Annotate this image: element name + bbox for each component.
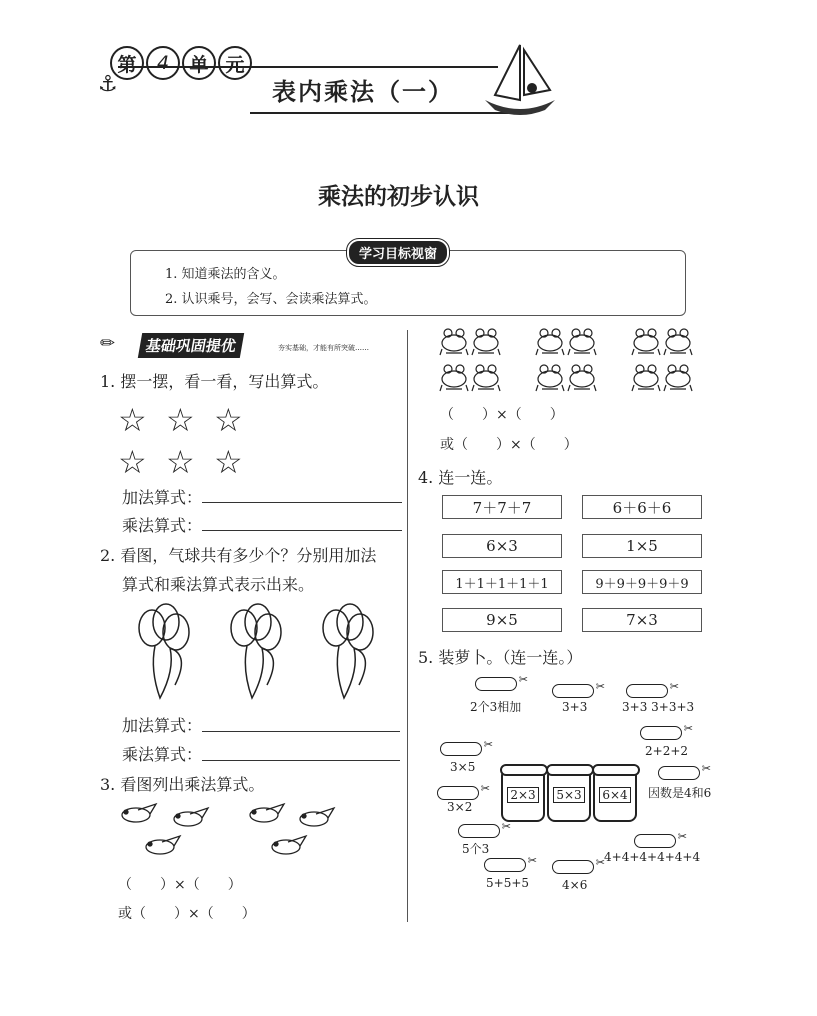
match-box[interactable]: 7＋7＋7: [442, 495, 562, 519]
q1-add-label: 加法算式：: [122, 488, 203, 507]
jar-label: 5×3: [553, 787, 584, 803]
carrot-label: 3+3 3+3+3: [622, 700, 695, 714]
unit-char-3: 单: [182, 46, 216, 80]
star-icon: ☆: [118, 401, 147, 439]
q1-add-answer-line[interactable]: [202, 502, 402, 503]
frog-group-2: [536, 329, 596, 391]
q3-blank-1[interactable]: （ ）×（ ）: [118, 877, 242, 893]
bird-icon: [122, 804, 156, 822]
unit-title: 表内乘法（一）: [272, 78, 454, 106]
carrot-label: 3+3: [562, 700, 588, 714]
header-rule: [118, 66, 498, 68]
jar-label: 6×4: [599, 787, 630, 803]
birds-illustration: [118, 800, 348, 862]
match-box[interactable]: 7×3: [582, 608, 702, 632]
carrot-label: 4+4+4+4+4+4: [604, 850, 701, 864]
carrot-icon[interactable]: [640, 726, 682, 740]
goal-item-2: 2. 认识乘号，会写、会读乘法算式。: [165, 292, 377, 307]
frogs-blank-2[interactable]: 或（ ）×（ ）: [440, 437, 578, 453]
jar[interactable]: [501, 768, 545, 822]
star-icon: ☆: [214, 401, 243, 439]
q2-mul-label: 乘法算式：: [122, 745, 203, 764]
star-icon: ☆: [118, 443, 147, 481]
mascot-icon: ✏: [100, 333, 116, 354]
q2-add-label: 加法算式：: [122, 716, 203, 735]
carrot-icon[interactable]: [634, 834, 676, 848]
bird-icon: [146, 836, 180, 854]
unit-number: 4: [146, 46, 180, 80]
match-box[interactable]: 9＋9＋9＋9＋9: [582, 570, 702, 594]
q1-mul-label: 乘法算式：: [122, 516, 203, 535]
q1-mul-answer-line[interactable]: [202, 530, 402, 531]
goals-badge: 学习目标视窗: [347, 239, 449, 266]
carrot-label: 5+5+5: [486, 876, 530, 890]
carrot-label: 4×6: [562, 878, 588, 892]
match-box[interactable]: 6＋6＋6: [582, 495, 702, 519]
sailboat-icon: [480, 40, 560, 120]
carrot-icon[interactable]: [484, 858, 526, 872]
carrot-label: 5个3: [462, 842, 490, 856]
star-icon: ☆: [214, 443, 243, 481]
jar-label: 2×3: [507, 787, 538, 803]
jar[interactable]: [593, 768, 637, 822]
match-box[interactable]: 1＋1＋1＋1＋1: [442, 570, 562, 594]
frogs-illustration: [438, 325, 698, 397]
frogs-blank-1[interactable]: （ ）×（ ）: [440, 407, 564, 423]
section-label: 基础巩固提优: [138, 333, 244, 358]
carrot-icon[interactable]: [626, 684, 668, 698]
section-tagline: 夯实基础，才能有所突破……: [278, 344, 369, 352]
q2-prompt-line1: 2. 看图，气球共有多少个？分别用加法: [100, 546, 377, 565]
lesson-title: 乘法的初步认识: [318, 184, 479, 210]
match-box[interactable]: 1×5: [582, 534, 702, 558]
q2-add-answer-line[interactable]: [202, 731, 400, 732]
carrot-icon[interactable]: [437, 786, 479, 800]
balloons-illustration: [130, 600, 390, 705]
carrot-icon[interactable]: [440, 742, 482, 756]
bird-icon: [174, 808, 208, 826]
carrot-label: 2+2+2: [645, 744, 689, 758]
frog-group-1: [440, 329, 500, 391]
bird-icon: [272, 836, 306, 854]
unit-char-1: 第: [110, 46, 144, 80]
unit-char-4: 元: [218, 46, 252, 80]
column-divider: [407, 330, 408, 922]
section-header: [100, 333, 400, 357]
carrot-icon[interactable]: [475, 677, 517, 691]
carrot-icon[interactable]: [658, 766, 700, 780]
anchor-icon: ⚓: [98, 72, 118, 97]
q4-prompt: 4. 连一连。: [418, 468, 503, 487]
unit-badge: [98, 44, 258, 97]
carrot-icon[interactable]: [458, 824, 500, 838]
bird-icon: [300, 808, 334, 826]
balloon-bunch-icon: [231, 604, 281, 698]
carrot-label: 3×2: [447, 800, 473, 814]
q1-prompt: 1. 摆一摆，看一看，写出算式。: [100, 372, 329, 391]
q3-blank-2[interactable]: 或（ ）×（ ）: [118, 906, 256, 922]
goal-item-1: 1. 知道乘法的含义。: [165, 267, 286, 282]
q5-prompt: 5. 装萝卜。（连一连。）: [418, 648, 583, 667]
star-icon: ☆: [166, 401, 195, 439]
star-icon: ☆: [166, 443, 195, 481]
frog-group-3: [632, 329, 692, 391]
carrot-label: 2个3相加: [470, 700, 522, 714]
carrot-label: 3×5: [450, 760, 476, 774]
q3-prompt: 3. 看图列出乘法算式。: [100, 775, 265, 794]
carrot-label: 因数是4和6: [648, 786, 712, 800]
star-grid: [118, 398, 258, 481]
carrot-icon[interactable]: [552, 684, 594, 698]
q2-prompt-line2: 算式和乘法算式表示出来。: [122, 575, 315, 594]
balloon-bunch-icon: [139, 604, 189, 698]
q2-mul-answer-line[interactable]: [202, 760, 400, 761]
bird-icon: [250, 804, 284, 822]
match-box[interactable]: 6×3: [442, 534, 562, 558]
balloon-bunch-icon: [323, 604, 373, 698]
carrot-icon[interactable]: [552, 860, 594, 874]
jar[interactable]: [547, 768, 591, 822]
match-box[interactable]: 9×5: [442, 608, 562, 632]
